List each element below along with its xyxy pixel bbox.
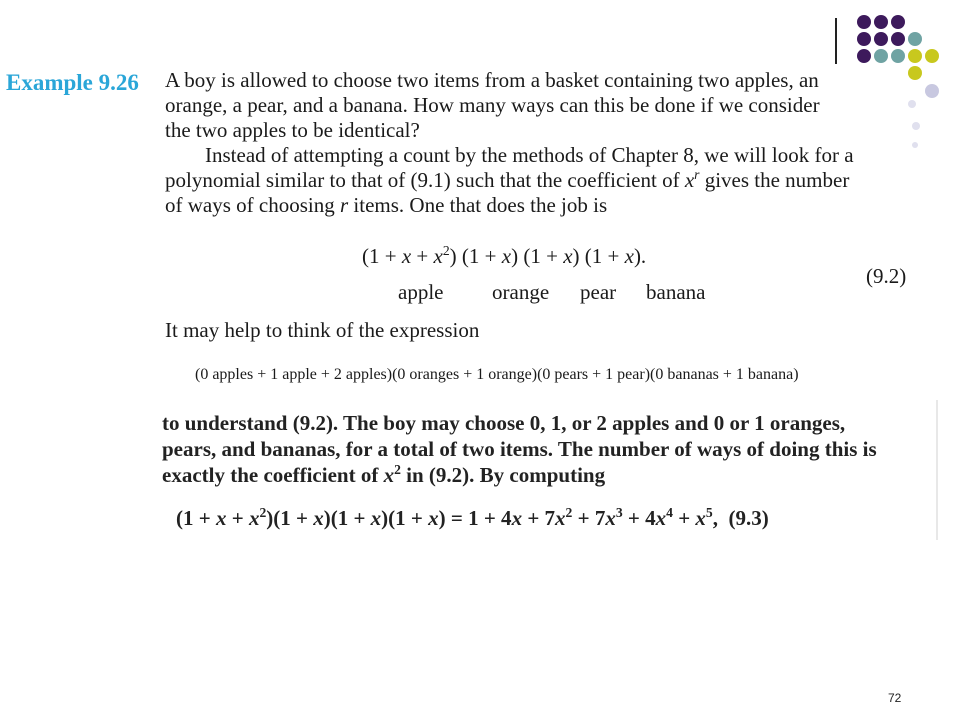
text-line: A boy is allowed to choose two items from a basket containing two apples, an bbox=[165, 68, 819, 92]
decor-dot bbox=[908, 49, 922, 63]
equation-label-apple: apple bbox=[398, 280, 444, 304]
explanation-paragraph bbox=[162, 411, 877, 489]
text-line: the two apples to be identical? bbox=[165, 118, 420, 142]
equation-9-2: $(1 + x + x^2)$ (1 + x) (1 + x) (1 + x). bbox=[362, 242, 647, 268]
text-line: pears, and bananas, for a total of two items. The number of ways of doing this is bbox=[162, 437, 877, 461]
text-line: Instead of attempting a count by the methods of Chapter 8, we will look for a bbox=[205, 143, 854, 167]
equation-number: (9.2) bbox=[866, 264, 907, 288]
example-heading: Example 9.26 bbox=[6, 70, 139, 95]
text-line: exactly the coefficient of $x^2$ in (9.2). By computing bbox=[162, 461, 606, 487]
text-line: of ways of choosing r items. One that does the job is bbox=[165, 193, 608, 217]
decor-dot bbox=[857, 49, 871, 63]
decor-dot bbox=[908, 32, 922, 46]
decor-dot bbox=[891, 15, 905, 29]
expression: (0 apples + 1 apple + 2 apples)(0 oranges + 1 orange)(0 pears + 1 pear)(0 bananas + 1 banana) bbox=[195, 366, 799, 383]
decor-dot bbox=[857, 32, 871, 46]
equation-9-3: $(1 + x + x^2)(1 + x)(1 + x)(1 + x) = 1 + 4x + 7x^2 + 7x^3 + 4x^4 + x^5$, (9.3) bbox=[176, 504, 769, 530]
text-line: to understand (9.2). The boy may choose 0, 1, or 2 apples and 0 or 1 oranges, bbox=[162, 411, 846, 435]
decor-dot bbox=[874, 15, 888, 29]
text-line: orange, a pear, and a banana. How many ways can this be done if we consider bbox=[165, 93, 820, 117]
equation-number: (9.3) bbox=[728, 506, 769, 530]
decor-dot bbox=[874, 49, 888, 63]
text-line: polynomial similar to that of (9.1) such that the coefficient of $x^r$ gives the number bbox=[165, 166, 850, 192]
problem-paragraph bbox=[165, 68, 915, 218]
decor-dot bbox=[874, 32, 888, 46]
equation-label-banana: banana bbox=[646, 280, 706, 304]
equation-label-pear: pear bbox=[580, 280, 617, 304]
decor-dot bbox=[891, 32, 905, 46]
equation-label-orange: orange bbox=[492, 280, 550, 304]
decor-dot bbox=[925, 84, 939, 98]
decor-dot bbox=[925, 49, 939, 63]
decor-divider bbox=[936, 400, 938, 540]
page-number: 72 bbox=[888, 691, 902, 705]
decor-dot bbox=[891, 49, 905, 63]
decor-dot bbox=[857, 15, 871, 29]
help-text: It may help to think of the expression bbox=[165, 318, 480, 342]
decor-divider bbox=[835, 18, 837, 64]
